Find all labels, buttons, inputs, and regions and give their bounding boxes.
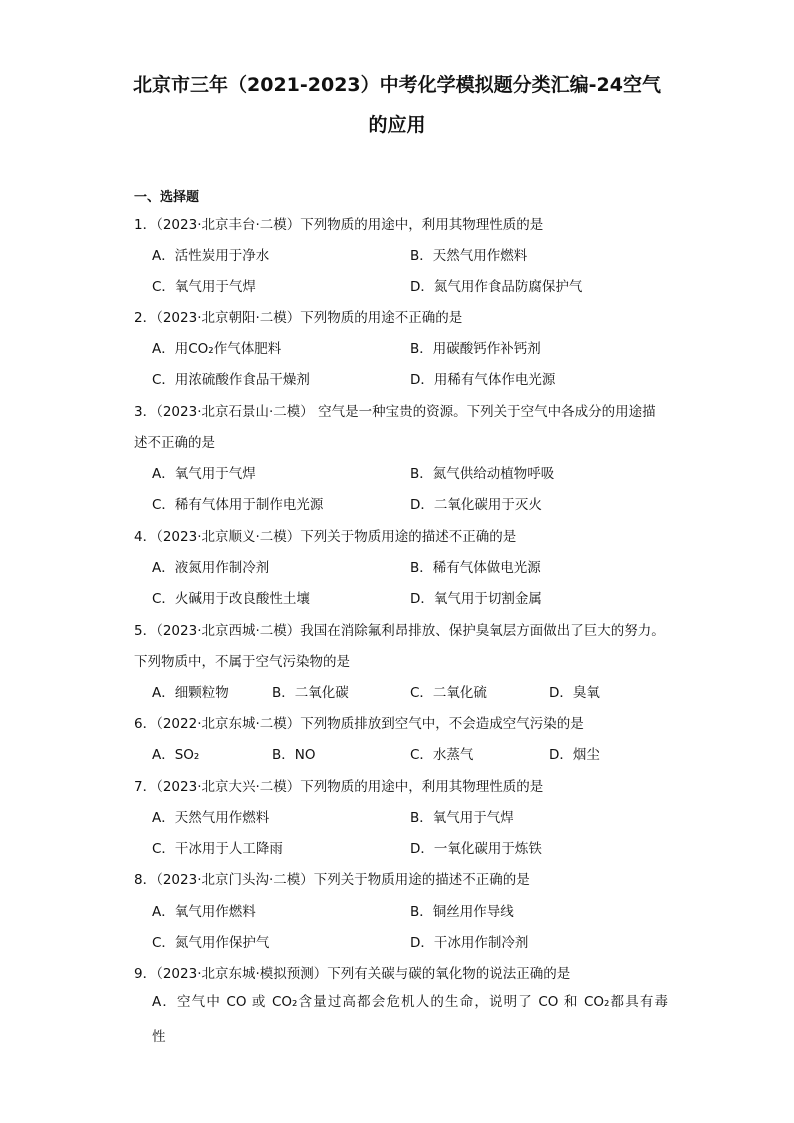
q8-option-a: A．氧气用作燃料 xyxy=(152,904,256,920)
q7-option-b: B．氧气用于气焊 xyxy=(410,810,514,826)
q6-option-b: B．NO xyxy=(272,747,316,763)
q3-option-a: A．氧气用于气焊 xyxy=(152,466,256,482)
q5-option-b: B．二氧化碳 xyxy=(272,685,349,701)
question-4: 4．（2023·北京顺义·二模）下列关于物质用途的描述不正确的是 xyxy=(134,529,517,545)
question-3: 3．（2023·北京石景山·二模） 空气是一种宝贵的资源。下列关于空气中各成分的用途描 xyxy=(134,404,656,420)
q7-option-d: D．一氧化碳用于炼铁 xyxy=(410,841,542,857)
question-9: 9．（2023·北京东城·模拟预测）下列有关碳与碳的氧化物的说法正确的是 xyxy=(134,966,571,982)
q6-option-d: D．烟尘 xyxy=(549,747,600,763)
q5-option-a: A．细颗粒物 xyxy=(152,685,229,701)
q2-option-b: B．用碳酸钙作补钙剂 xyxy=(410,341,541,357)
q6-option-a: A．SO₂ xyxy=(152,747,200,763)
question-5-continued: 下列物质中，不属于空气污染物的是 xyxy=(134,654,350,670)
q3-option-d: D．二氧化碳用于灭火 xyxy=(410,497,542,513)
q9-option-a: A．空气中 CO 或 CO₂含量过高都会危机人的生命，说明了 CO 和 CO₂都具有毒 xyxy=(152,994,668,1010)
q5-option-d: D．臭氧 xyxy=(549,685,600,701)
q8-option-b: B．铜丝用作导线 xyxy=(410,904,514,920)
q1-option-a: A．活性炭用于净水 xyxy=(152,248,270,264)
q5-option-c: C．二氧化硫 xyxy=(410,685,487,701)
q7-option-c: C．干冰用于人工降雨 xyxy=(152,841,283,857)
q6-option-c: C．水蒸气 xyxy=(410,747,474,763)
q8-option-c: C．氮气用作保护气 xyxy=(152,935,270,951)
question-2: 2．（2023·北京朝阳·二模）下列物质的用途不正确的是 xyxy=(134,310,463,326)
q1-option-c: C．氧气用于气焊 xyxy=(152,279,256,295)
question-5: 5．（2023·北京西城·二模）我国在消除氟利昂排放、保护臭氧层方面做出了巨大的努力。 xyxy=(134,623,665,639)
question-7: 7．（2023·北京大兴·二模）下列物质的用途中，利用其物理性质的是 xyxy=(134,779,544,795)
q9-option-a-continued: 性 xyxy=(152,1029,166,1045)
document-title-line-2: 的应用 xyxy=(368,114,426,136)
question-8: 8．（2023·北京门头沟·二模）下列关于物质用途的描述不正确的是 xyxy=(134,872,530,888)
q4-option-b: B．稀有气体做电光源 xyxy=(410,560,541,576)
q2-option-a: A．用CO₂作气体肥料 xyxy=(152,341,282,357)
q1-option-b: B．天然气用作燃料 xyxy=(410,248,528,264)
q7-option-a: A．天然气用作燃料 xyxy=(152,810,270,826)
document-title-line-1: 北京市三年（2021-2023）中考化学模拟题分类汇编-24空气 xyxy=(133,74,661,96)
q4-option-d: D．氧气用于切割金属 xyxy=(410,591,542,607)
q3-option-b: B．氮气供给动植物呼吸 xyxy=(410,466,555,482)
q8-option-d: D．干冰用作制冷剂 xyxy=(410,935,529,951)
q2-option-d: D．用稀有气体作电光源 xyxy=(410,372,556,388)
question-1: 1．（2023·北京丰台·二模）下列物质的用途中，利用其物理性质的是 xyxy=(134,217,544,233)
question-6: 6．（2022·北京东城·二模）下列物质排放到空气中，不会造成空气污染的是 xyxy=(134,716,584,732)
question-3-continued: 述不正确的是 xyxy=(134,435,215,451)
q1-option-d: D．氮气用作食品防腐保护气 xyxy=(410,279,583,295)
q4-option-c: C．火碱用于改良酸性土壤 xyxy=(152,591,310,607)
q3-option-c: C．稀有气体用于制作电光源 xyxy=(152,497,324,513)
section-heading: 一、选择题 xyxy=(134,190,200,205)
q4-option-a: A．液氮用作制冷剂 xyxy=(152,560,270,576)
q2-option-c: C．用浓硫酸作食品干燥剂 xyxy=(152,372,310,388)
